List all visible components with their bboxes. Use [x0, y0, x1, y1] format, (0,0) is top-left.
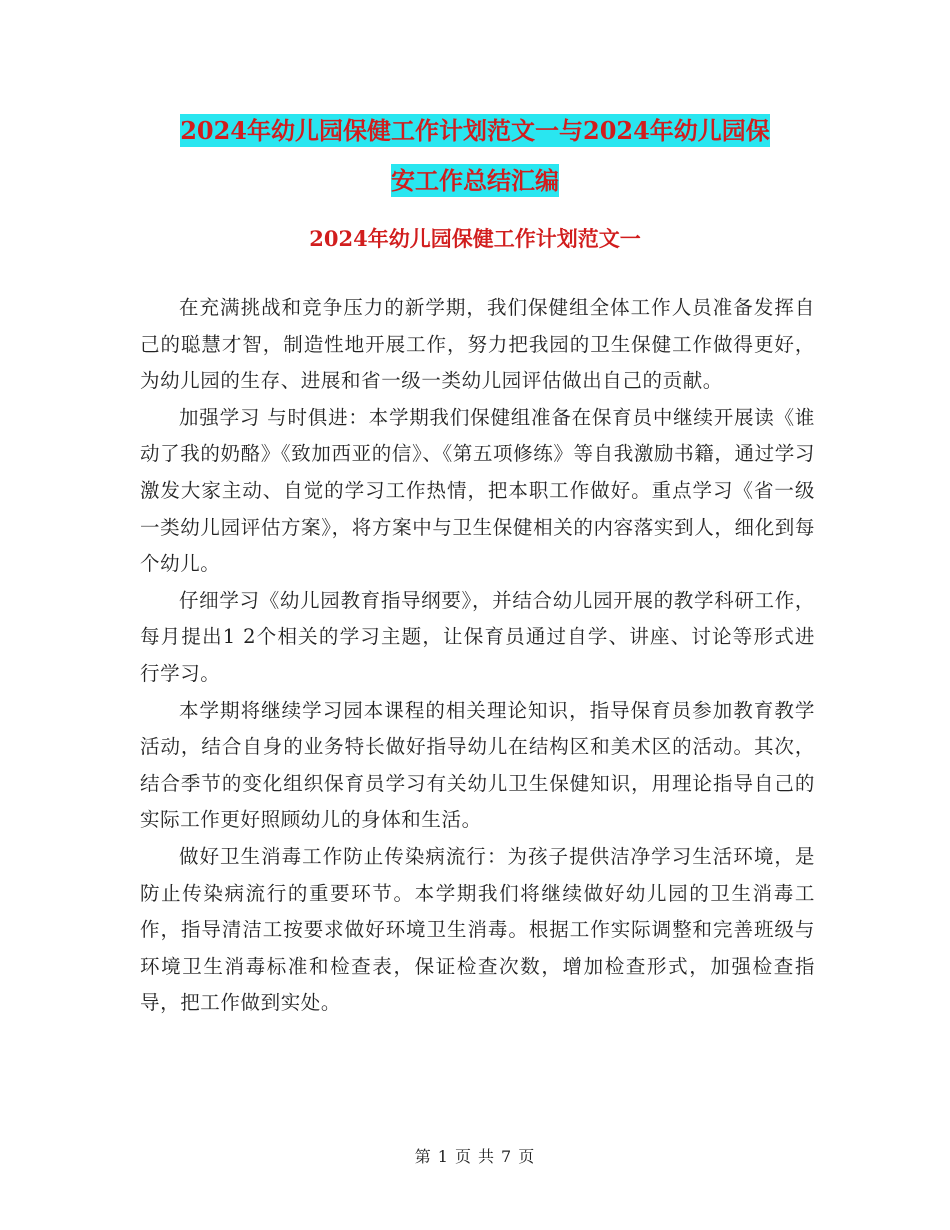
document-title [140, 106, 810, 206]
body-text [140, 290, 815, 1022]
title-highlight: 安工作总结汇编 [391, 166, 559, 195]
paragraph: 在充满挑战和竞争压力的新学期，我们保健组全体工作人员准备发挥自己的聪慧才智，制造性地开展工作，努力把我园的卫生保健工作做得更好，为幼儿园的生存、进展和省一级一类幼儿园评估做出自己的贡献。 [140, 296, 815, 393]
paragraph: 本学期将继续学习园本课程的相关理论知识，指导保育员参加教育教学活动，结合自身的业务特长做好指导幼儿在结构区和美术区的活动。其次，结合季节的变化组织保育员学习有关幼儿卫生保健知识，用理论指导自己的实际工作更好照顾幼儿的身体和生活。 [140, 698, 815, 832]
footer-prefix: 第 [414, 1147, 432, 1166]
section-heading: 2024年幼儿园保健工作计划范文一 [309, 226, 641, 251]
document-title-line-1 [140, 106, 810, 156]
footer-suffix: 页 [518, 1147, 536, 1166]
total-page-number: 7 [501, 1147, 513, 1166]
document-title-line-2 [140, 156, 810, 206]
page-footer [0, 1146, 950, 1168]
paragraph: 仔细学习《幼儿园教育指导纲要》，并结合幼儿园开展的教学科研工作，每月提出1 2个相关的学习主题，让保育员通过自学、讲座、讨论等形式进行学习。 [140, 588, 815, 685]
title-highlight: 2024年幼儿园保健工作计划范文一与2024年幼儿园保 [180, 116, 770, 145]
paragraph: 做好卫生消毒工作防止传染病流行：为孩子提供洁净学习生活环境，是防止传染病流行的重要环节。本学期我们将继续做好幼儿园的卫生消毒工作，指导清洁工按要求做好环境卫生消毒。根据工作实际调整和完善班级与环境卫生消毒标准和检查表，保证检查次数，增加检查形式，加强检查指导，把工作做到实处。 [140, 844, 815, 1015]
footer-middle: 页 共 [454, 1147, 496, 1166]
current-page-number: 1 [437, 1147, 449, 1166]
paragraph: 加强学习 与时俱进：本学期我们保健组准备在保育员中继续开展读《谁动了我的奶酪》《致加西亚的信》、《第五项修练》等自我激励书籍，通过学习激发大家主动、自觉的学习工作热情，把本职工作做好。重点学习《省一级一类幼儿园评估方案》，将方案中与卫生保健相关的内容落实到人，细化到每个幼儿。 [140, 405, 815, 576]
